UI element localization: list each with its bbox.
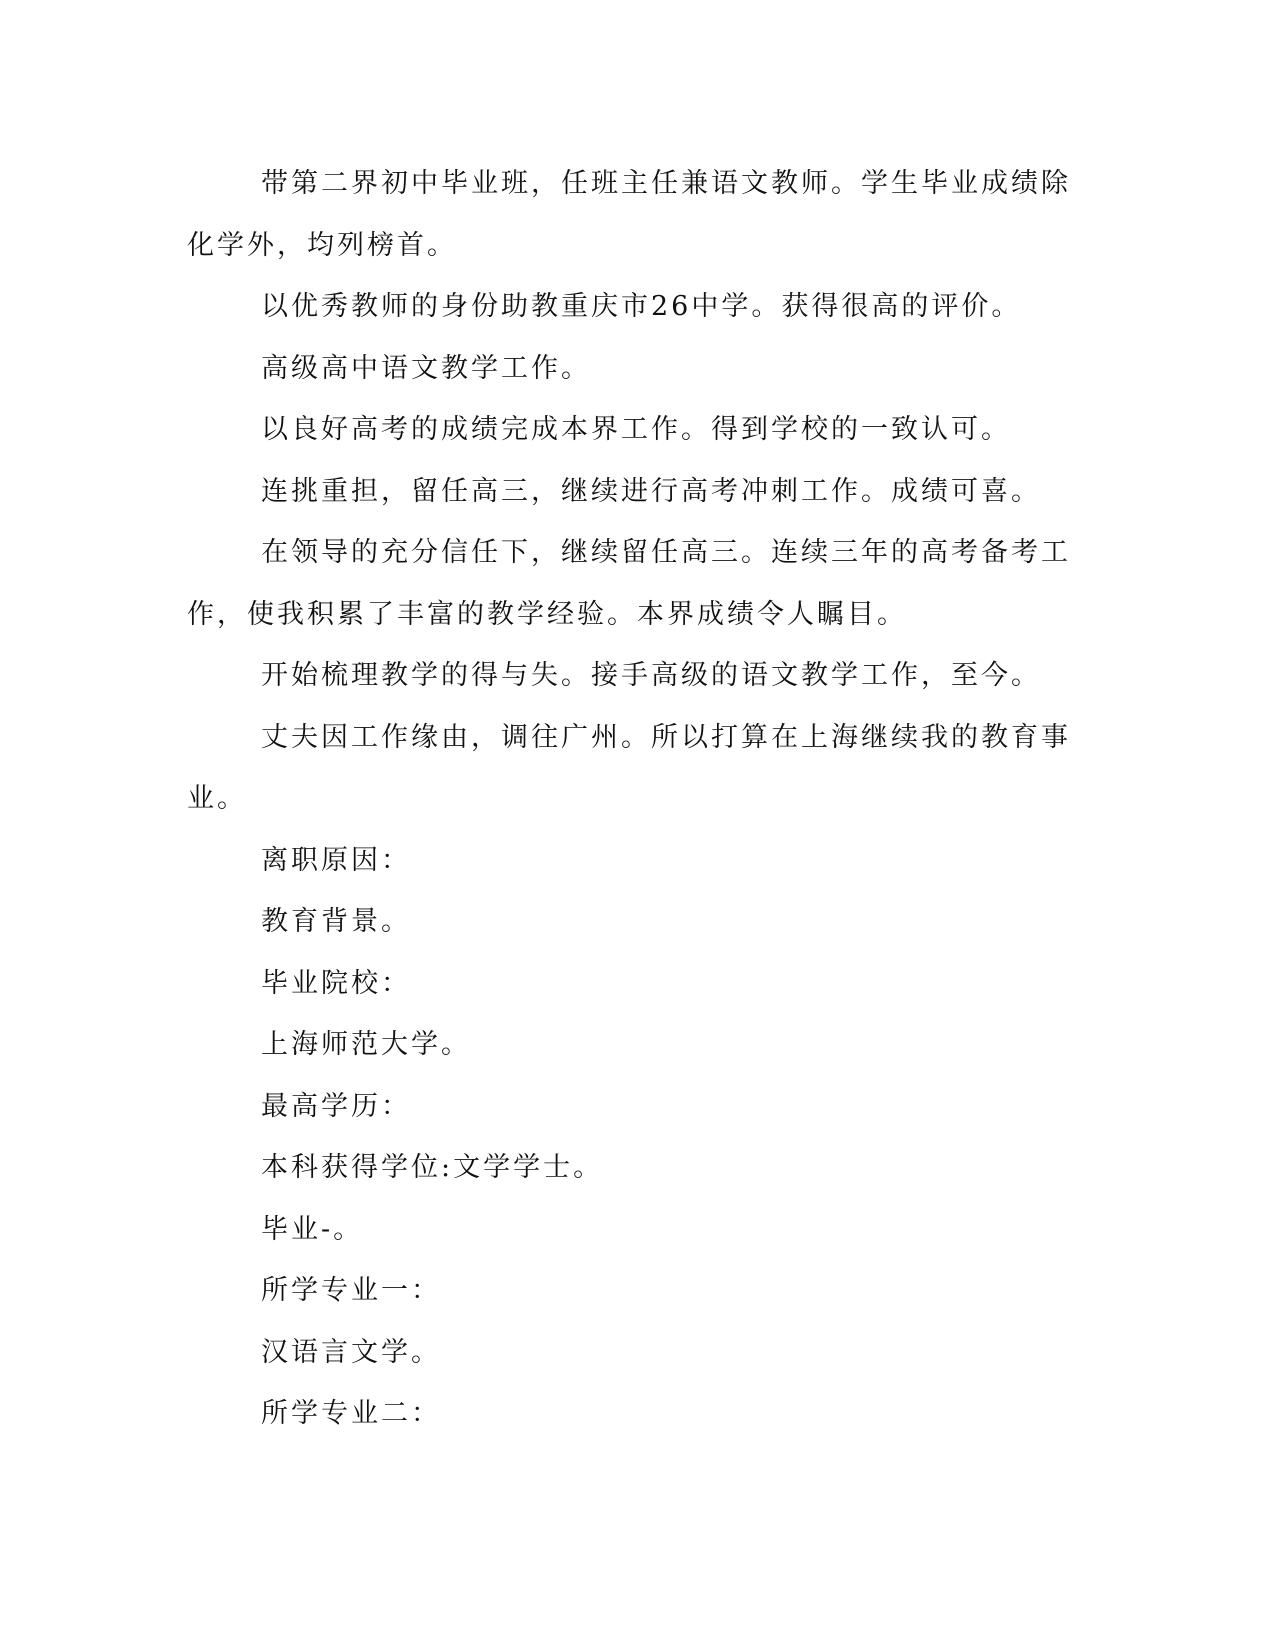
- paragraph: 教育背景。: [261, 906, 411, 937]
- paragraph: 连挑重担，留任高三，继续进行高考冲刺工作。成绩可喜。: [261, 475, 1041, 507]
- paragraph: 所学专业二：: [261, 1398, 441, 1429]
- paragraph: 在领导的充分信任下，继续留任高三。连续三年的高考备考工作，使我积累了丰富的教学经验。本界成绩令人瞩目。: [187, 537, 1071, 630]
- paragraph: 以良好高考的成绩完成本界工作。得到学校的一致认可。: [261, 414, 1011, 445]
- paragraph: 毕业院校：: [261, 967, 411, 999]
- paragraph: 上海师范大学。: [261, 1029, 471, 1060]
- paragraph: 本科获得学位:文学学士。: [261, 1152, 604, 1183]
- document-body: [187, 153, 1072, 1445]
- paragraph: 最高学历：: [261, 1090, 411, 1122]
- paragraph: 以优秀教师的身份助教重庆市26中学。获得很高的评价。: [261, 291, 1022, 322]
- paragraph: 带第二界初中毕业班，任班主任兼语文教师。学生毕业成绩除化学外，均列榜首。: [187, 168, 1071, 261]
- paragraph: 开始梳理教学的得与失。接手高级的语文教学工作，至今。: [261, 660, 1041, 691]
- paragraph: 毕业-。: [261, 1213, 364, 1245]
- paragraph: 汉语言文学。: [261, 1336, 441, 1368]
- paragraph: 丈夫因工作缘由，调往广州。所以打算在上海继续我的教育事业。: [187, 721, 1071, 814]
- paragraph: 所学专业一：: [261, 1275, 441, 1306]
- paragraph: 离职原因：: [261, 844, 411, 876]
- paragraph: 高级高中语文教学工作。: [261, 352, 591, 384]
